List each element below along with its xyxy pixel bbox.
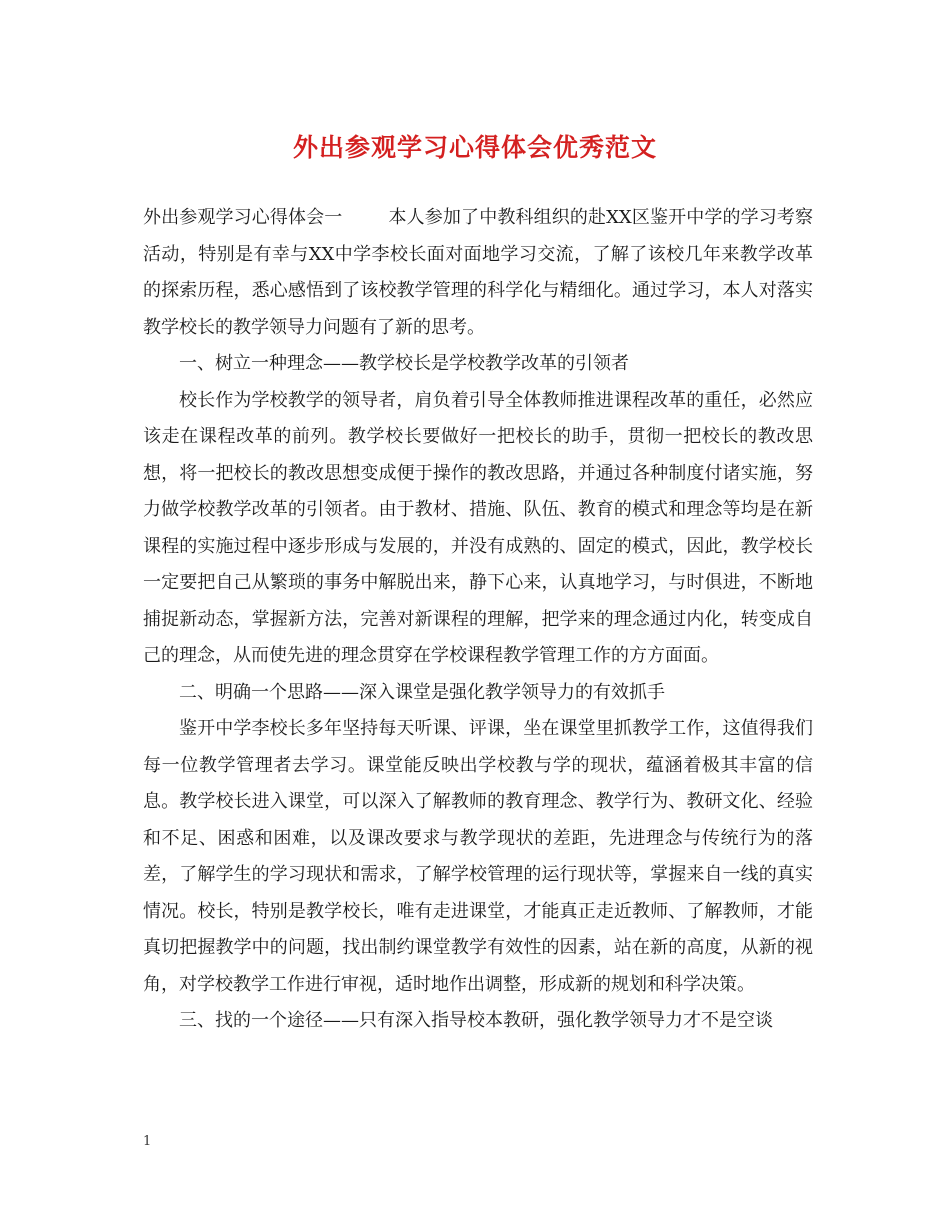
body-paragraph-1: 校长作为学校教学的领导者，肩负着引导全体教师推进课程改革的重任，必然应该走在课程改革的前列。教学校长要做好一把校长的助手，贯彻一把校长的教改思想，将一把校长的教改思想变成便于操作的教改思路，并通过各种制度付诸实施，努力做学校教学改革的引领者。由于教材、措施、队伍、教育的模式和理念等均是在新课程的实施过程中逐步形成与发展的，并没有成熟的、固定的模式，因此，教学校长一定要把自己从繁琐的事务中解脱出来，静下心来，认真地学习，与时俱进，不断地捕捉新动态，掌握新方法，完善对新课程的理解，把学来的理念通过内化，转变成自己的理念，从而使先进的理念贯穿在学校课程教学管理工作的方方面面。	[143, 389, 813, 666]
intro-text: 本人参加了中教科组织的赴XX区鉴开中学的学习考察活动，特别是有幸与XX中学李校长面对面地学习交流，了解了该校几年来教学改革的探索历程，悉心感悟到了该校教学管理的科学化与精细化。通过学习，本人对落实教学校长的教学领导力问题有了新的思考。	[143, 207, 813, 338]
section-heading-3: 三、找的一个途径——只有深入指导校本教研，强化教学领导力才不是空谈	[179, 1010, 773, 1031]
document-body	[143, 200, 813, 1040]
section-heading-1: 一、树立一种理念——教学校长是学校教学改革的引领者	[179, 353, 629, 374]
intro-lead: 外出参观学习心得体会一	[143, 207, 343, 228]
page-number: 1	[143, 1134, 152, 1149]
section-heading-2: 二、明确一个思路——深入课堂是强化教学领导力的有效抓手	[179, 681, 665, 703]
document-title: 外出参观学习心得体会优秀范文	[292, 133, 657, 162]
body-paragraph-2: 鉴开中学李校长多年坚持每天听课、评课，坐在课堂里抓教学工作，这值得我们每一位教学管理者去学习。课堂能反映出学校教与学的现状，蕴涵着极其丰富的信息。教学校长进入课堂，可以深入了解教师的教育理念、教学行为、教研文化、经验和不足、困惑和困难，以及课改要求与教学现状的差距，先进理念与传统行为的落差，了解学生的学习现状和需求，了解学校管理的运行现状等，掌握来自一线的真实情况。校长，特别是教学校长，唯有走进课堂，才能真正走近教师、了解教师，才能真切把握教学中的问题，找出制约课堂教学有效性的因素，站在新的高度，从新的视角，对学校教学工作进行审视，适时地作出调整，形成新的规划和科学决策。	[143, 718, 813, 995]
intro-paragraph	[143, 200, 813, 346]
